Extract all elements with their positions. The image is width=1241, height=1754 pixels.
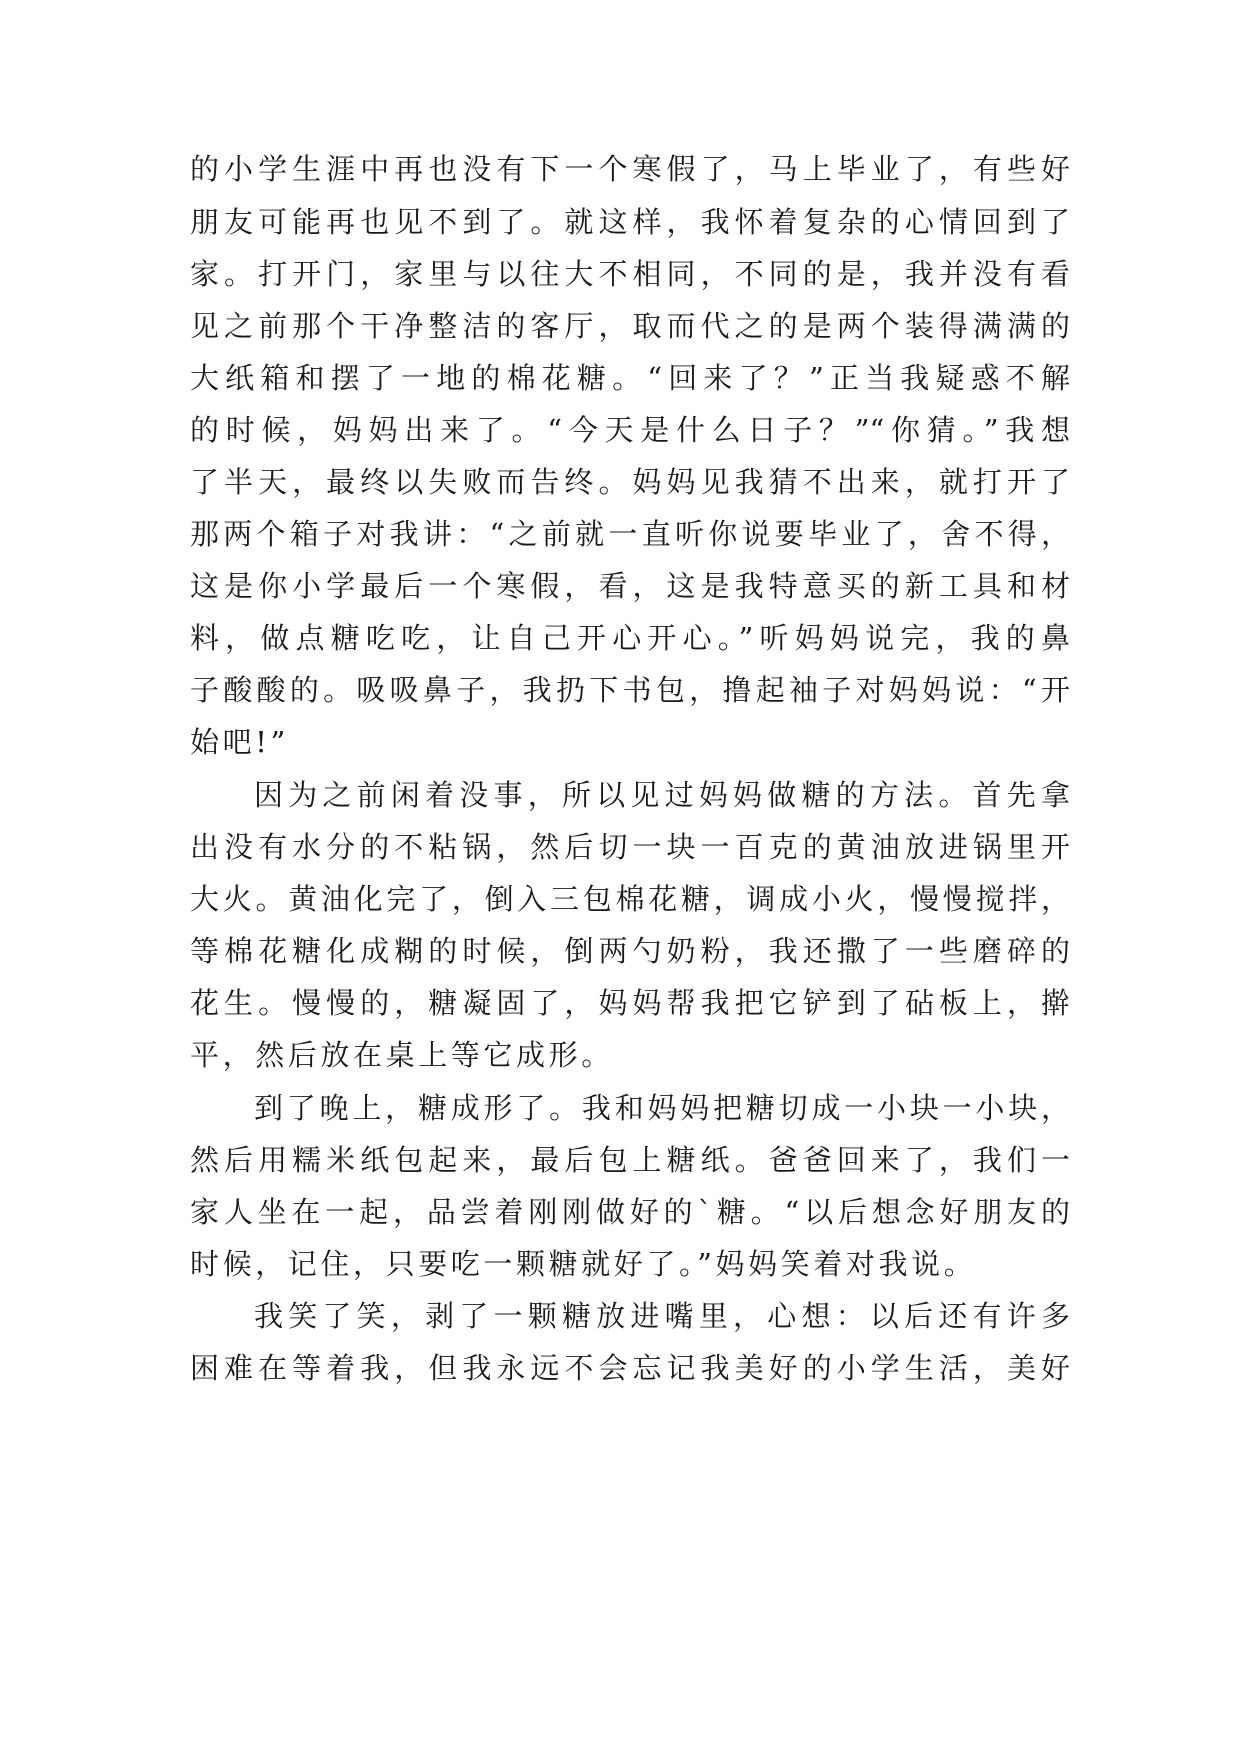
- text-line: 子酸酸的。吸吸鼻子，我扔下书包，撸起袖子对妈妈说：“开: [190, 673, 1070, 707]
- text-line: 了半天，最终以失败而告终。妈妈见我猜不出来，就打开了: [190, 465, 1070, 499]
- text-line: 然后用糯米纸包起来，最后包上糖纸。爸爸回来了，我们一: [190, 1143, 1070, 1177]
- text-line: 那两个箱子对我讲：“之前就一直听你说要毕业了，舍不得，: [190, 517, 1070, 551]
- text-line: 料，做点糖吃吃，让自己开心开心。”听妈妈说完，我的鼻: [190, 621, 1070, 655]
- text-line: 出没有水分的不粘锅，然后切一块一百克的黄油放进锅里开: [190, 830, 1070, 864]
- text-line: 花生。慢慢的，糖凝固了，妈妈帮我把它铲到了砧板上，擀: [190, 986, 1070, 1020]
- text-line: 见之前那个干净整洁的客厅，取而代之的是两个装得满满的: [190, 309, 1070, 343]
- text-line: 家人坐在一起，品尝着刚刚做好的`糖。“以后想念好朋友的: [190, 1195, 1070, 1229]
- paragraph-first-line: 因为之前闲着没事，所以见过妈妈做糖的方法。首先拿: [254, 778, 1070, 812]
- text-line: 大纸箱和摆了一地的棉花糖。“回来了？”正当我疑惑不解: [190, 361, 1070, 395]
- text-line: 家。打开门，家里与以往大不相同，不同的是，我并没有看: [190, 257, 1070, 291]
- text-line: 大火。黄油化完了，倒入三包棉花糖，调成小火，慢慢搅拌，: [190, 882, 1070, 916]
- text-line: 的小学生涯中再也没有下一个寒假了，马上毕业了，有些好: [190, 152, 1070, 186]
- text-line: 平，然后放在桌上等它成形。: [190, 1038, 614, 1072]
- text-line: 始吧!”: [190, 725, 289, 759]
- text-line: 时候，记住，只要吃一颗糖就好了。”妈妈笑着对我说。: [190, 1247, 977, 1281]
- text-line: 的时候，妈妈出来了。“今天是什么日子？”“你猜。”我想: [190, 413, 1070, 447]
- text-line: 等棉花糖化成糊的时候，倒两勺奶粉，我还撒了一些磨碎的: [190, 934, 1070, 968]
- paragraph-first-line: 到了晚上，糖成形了。我和妈妈把糖切成一小块一小块，: [254, 1091, 1070, 1125]
- text-line: 朋友可能再也见不到了。就这样，我怀着复杂的心情回到了: [190, 205, 1070, 239]
- text-line: 困难在等着我，但我永远不会忘记我美好的小学生活，美好: [190, 1351, 1070, 1385]
- text-line: 这是你小学最后一个寒假，看，这是我特意买的新工具和材: [190, 569, 1070, 603]
- paragraph-first-line: 我笑了笑，剥了一颗糖放进嘴里，心想：以后还有许多: [254, 1299, 1070, 1333]
